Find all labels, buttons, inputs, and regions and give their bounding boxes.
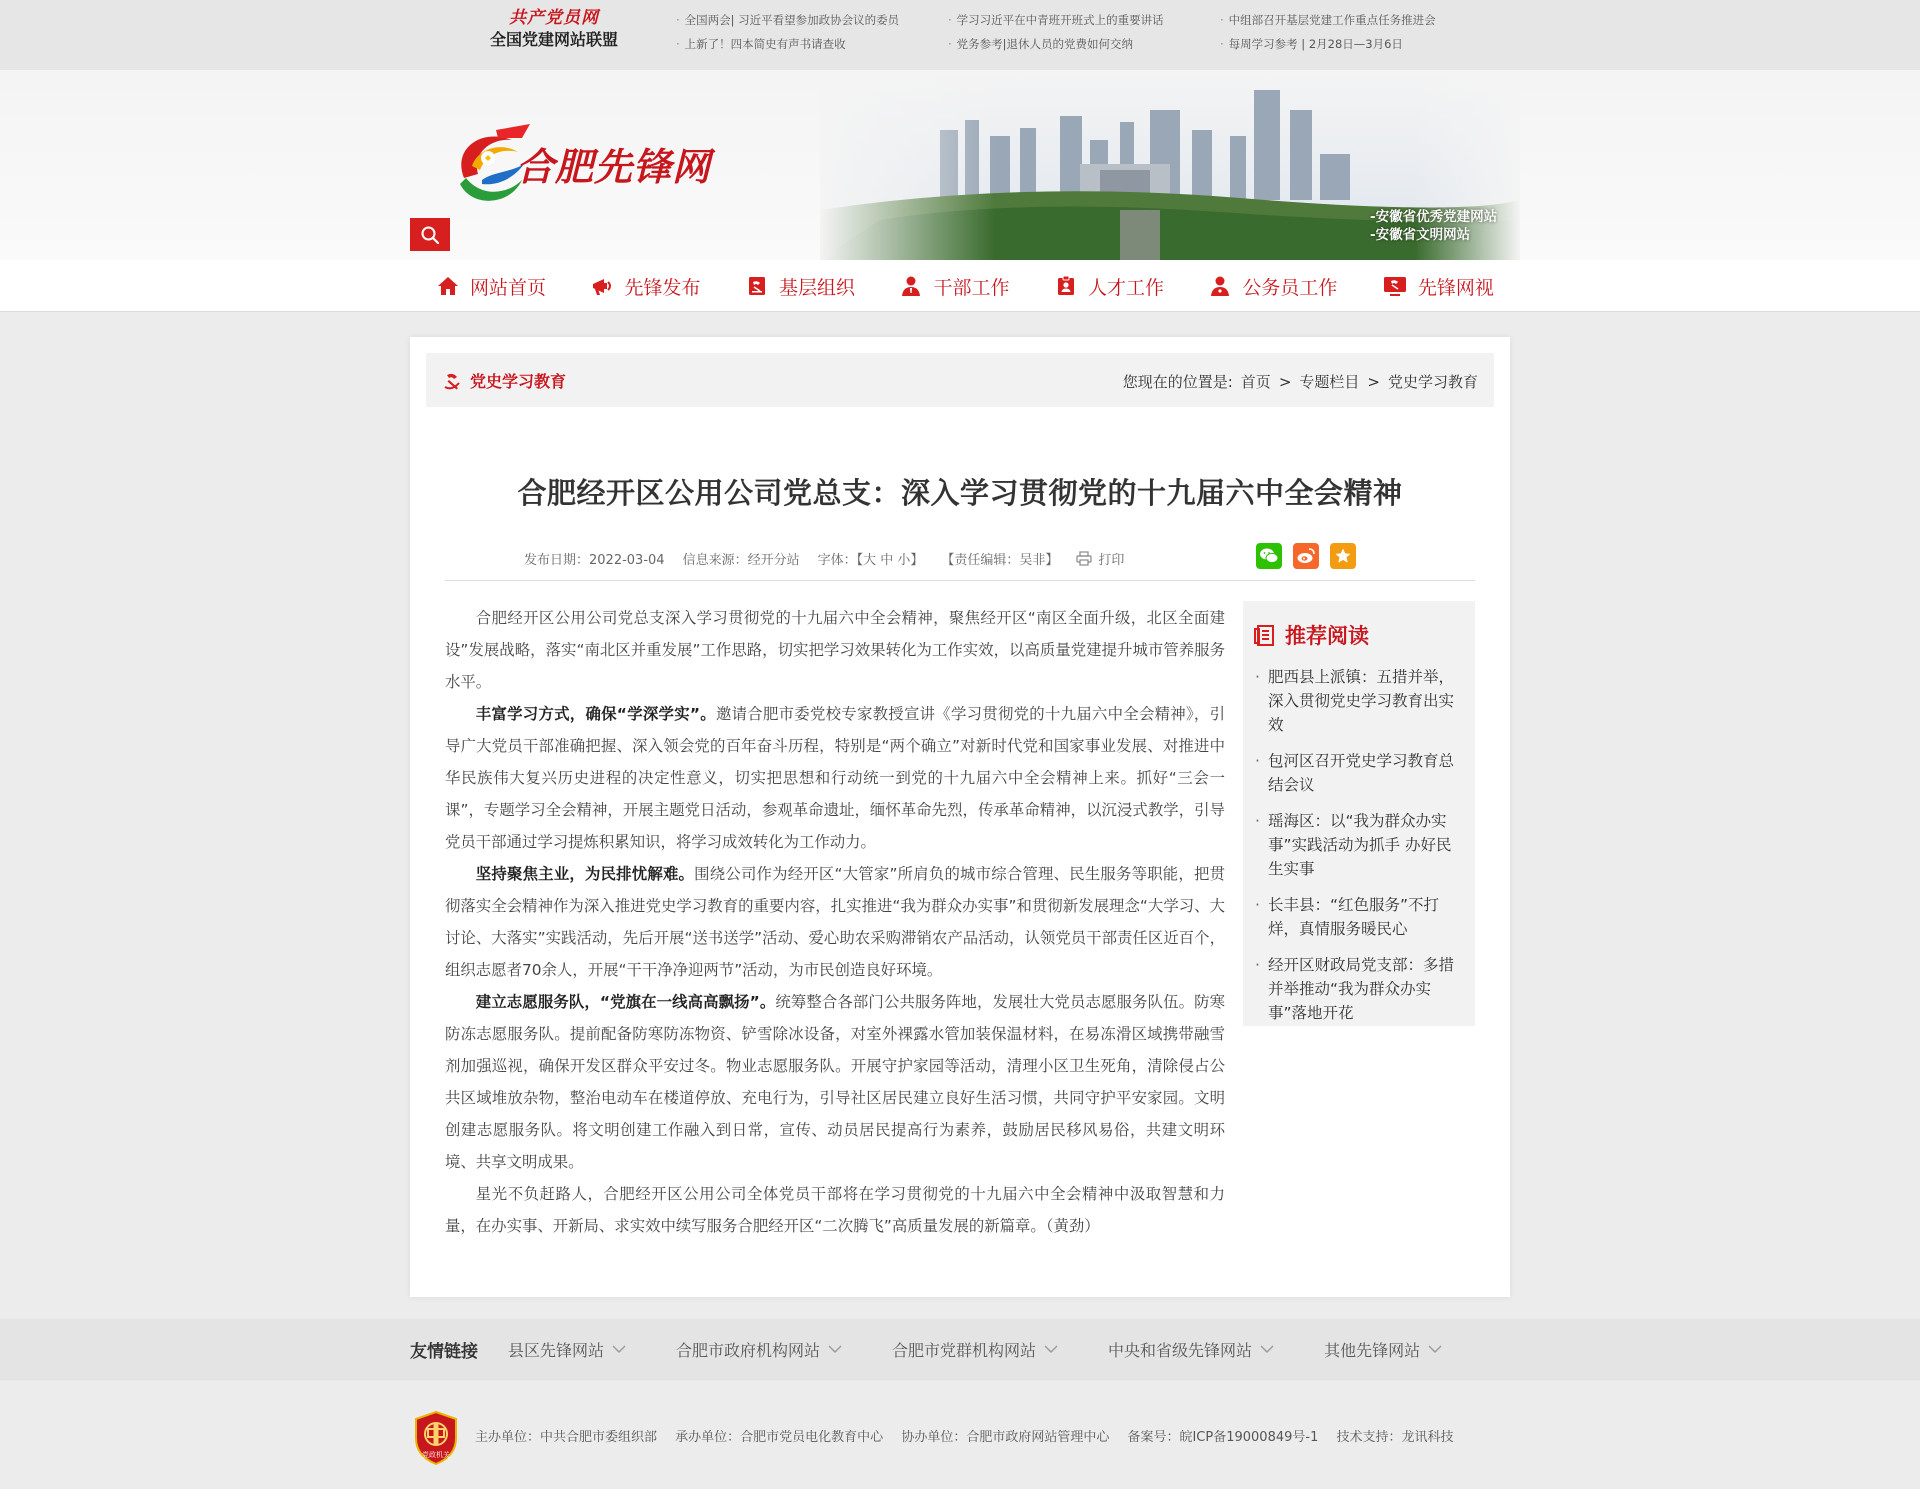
honor-line: -安徽省文明网站 <box>1370 227 1471 243</box>
main-navigation <box>0 260 1920 312</box>
breadcrumb <box>1123 371 1478 392</box>
chevron-down-icon <box>1428 1345 1442 1353</box>
search-button[interactable] <box>410 218 450 251</box>
paragraph-lead: 建立志愿服务队，“党旗在一线高高飘扬”。 <box>475 993 776 1011</box>
badge-text: 党政机关 <box>422 1451 450 1459</box>
site-banner <box>0 70 1920 260</box>
chevron-down-icon <box>1260 1345 1274 1353</box>
meta-divider <box>445 580 1475 581</box>
favorite-button[interactable] <box>1330 543 1356 569</box>
footer-co-organizer: 协办单位：合肥市政府网站管理中心 <box>901 1430 1110 1445</box>
friend-link-label: 县区先锋网站 <box>508 1340 605 1360</box>
friend-links-bar <box>0 1319 1920 1379</box>
recommend-title: 推荐阅读 <box>1285 624 1369 648</box>
nav-label: 先锋发布 <box>624 276 701 299</box>
alliance-name: 全国党建网站联盟 <box>489 30 618 49</box>
user-icon <box>899 274 923 298</box>
article-meta <box>524 549 1160 568</box>
nav-label: 公务员工作 <box>1242 276 1338 299</box>
chevron-down-icon <box>612 1345 626 1353</box>
article-paragraph <box>445 602 1225 698</box>
nav-item-video[interactable] <box>1376 260 1500 312</box>
tv-icon <box>1382 274 1408 298</box>
nav-item-grassroots[interactable] <box>739 260 861 312</box>
article-title: 合肥经开区公用公司党总支：深入学习贯彻党的十九届六中全会精神 <box>517 476 1403 510</box>
party-book-icon <box>745 274 769 298</box>
list-item <box>1253 893 1465 941</box>
site-honors <box>1370 208 1497 244</box>
recommend-link[interactable]: 长丰县：“红色服务”不打烊，真情服务暖民心 <box>1268 896 1440 938</box>
friend-link-dropdown[interactable] <box>508 1338 626 1361</box>
top-news-links <box>676 12 1476 52</box>
printer-icon <box>1076 551 1092 566</box>
chevron-down-icon <box>828 1345 842 1353</box>
font-size-control[interactable]: 字体：【大 中 小】 <box>817 553 924 568</box>
print-button[interactable] <box>1076 549 1142 568</box>
list-item <box>1253 749 1465 797</box>
megaphone-icon <box>590 274 614 298</box>
print-label: 打印 <box>1098 553 1125 568</box>
honor-line: -安徽省优秀党建网站 <box>1370 209 1498 225</box>
recommend-list <box>1253 665 1465 1025</box>
article-card <box>410 337 1510 1297</box>
recommend-header <box>1253 613 1465 657</box>
article-paragraph <box>445 698 1225 858</box>
section-header <box>426 353 1494 407</box>
paragraph-text: 星光不负赶路人，合肥经开区公用公司全体党员干部将在学习贯彻党的十九届六中全会精神中汲取智慧和力量，在办实事、开新局、求实效中续写服务合肥经开区“二次腾飞”高质量发展的新篇章。（黄劲） <box>445 1185 1225 1235</box>
nav-item-civil-servant[interactable] <box>1202 260 1343 312</box>
nav-label: 基层组织 <box>778 276 855 299</box>
user-icon <box>1208 274 1232 298</box>
top-link[interactable]: · 上新了！四本简史有声书请查收 <box>676 36 948 52</box>
search-icon <box>420 225 440 245</box>
paragraph-lead: 坚持聚焦主业，为民排忧解难。 <box>475 865 695 883</box>
list-item <box>1253 953 1465 1025</box>
site-logo-text: 合肥先锋网 <box>516 144 712 189</box>
breadcrumb-current[interactable]: 党史学习教育 <box>1387 373 1478 391</box>
document-icon <box>1253 623 1277 647</box>
paragraph-lead: 丰富学习方式，确保“学深学实”。 <box>475 705 716 723</box>
article-paragraph <box>445 986 1225 1178</box>
paragraph-text: 统筹整合各部门公共服务阵地，发展壮大党员志愿服务队伍。防寒防冻志愿服务队。提前配备防寒防冻物资、铲雪除冰设备，对室外裸露水管加装保温材料，在易冻滑区域携带融雪剂加强巡视，确保开发区群众平安过冬。物业志愿服务队。开展守护家园等活动，清理小区卫生死角，清除侵占公共区域堆放杂物，整治电动车在楼道停放、充电行为，引导社区居民建立良好生活习惯，共同守护平安家园。文明创建志愿服务队。将文明创建工作融入到日常，宣传、动员居民提高行为素养，鼓励居民移风易俗，共建文明环境、共享文明成果。 <box>445 993 1225 1171</box>
friend-links-title: 友情链接 <box>410 1341 478 1362</box>
top-link[interactable]: · 学习习近平在中青班开班式上的重要讲话 <box>948 12 1220 28</box>
friend-link-label: 中央和省级先锋网站 <box>1108 1340 1253 1360</box>
share-weibo-button[interactable] <box>1293 543 1319 569</box>
star-icon <box>1334 547 1352 565</box>
breadcrumb-separator: > <box>1367 372 1380 391</box>
site-footer <box>0 1379 1920 1489</box>
share-buttons <box>1256 543 1356 569</box>
nav-item-release[interactable] <box>584 260 706 312</box>
footer-organizer: 承办单位：合肥市党员电化教育中心 <box>675 1430 884 1445</box>
nav-item-home[interactable] <box>430 260 552 312</box>
friend-link-dropdown[interactable] <box>1324 1338 1442 1361</box>
section-title[interactable] <box>442 369 566 392</box>
nav-item-talent[interactable] <box>1048 260 1170 312</box>
alliance-top-bar <box>0 0 1920 70</box>
editor: 【责任编辑：吴非】 <box>941 553 1059 568</box>
breadcrumb-topics[interactable]: 专题栏目 <box>1299 373 1360 391</box>
friend-link-label: 合肥市党群机构网站 <box>892 1340 1037 1360</box>
nav-label: 干部工作 <box>933 276 1010 299</box>
friend-link-dropdown[interactable] <box>892 1338 1058 1361</box>
recommend-sidebar <box>1243 601 1475 1026</box>
nav-label: 先锋网视 <box>1417 276 1494 299</box>
list-item <box>1253 665 1465 737</box>
top-link[interactable]: · 全国两会| 习近平看望参加政协会议的委员 <box>676 12 948 28</box>
weibo-icon <box>1296 547 1316 565</box>
wechat-icon <box>1259 547 1279 565</box>
footer-sponsor: 主办单位：中共合肥市委组织部 <box>475 1430 658 1445</box>
paragraph-text: 邀请合肥市委党校专家教授宣讲《学习贯彻党的十九届六中全会精神》，引导广大党员干部准确把握、深入领会党的百年奋斗历程，特别是“两个确立”对新时代党和国家事业发展、对推进中华民族伟大复兴历史进程的决定性意义，切实把思想和行动统一到党的十九届六中全会精神上来。抓好“三会一课”，专题学习全会精神，开展主题党日活动，参观革命遗址，缅怀革命先烈，传承革命精神，以沉浸式教学，引导党员干部通过学习提炼积累知识，将学习成效转化为工作动力。 <box>445 705 1225 851</box>
recommend-link[interactable]: 包河区召开党史学习教育总结会议 <box>1268 752 1455 794</box>
footer-info <box>475 1426 1468 1445</box>
breadcrumb-prefix: 您现在的位置是: <box>1122 373 1233 391</box>
alliance-logo-text: 共产党员网 <box>509 8 599 28</box>
nav-label: 人才工作 <box>1087 276 1164 299</box>
info-source: 信息来源：经开分站 <box>682 553 800 568</box>
article-paragraph <box>445 858 1225 986</box>
footer-icp[interactable]: 备案号：皖ICP备19000849号-1 <box>1127 1430 1319 1445</box>
top-link[interactable]: · 中组部召开基层党建工作重点任务推进会 <box>1220 12 1476 28</box>
footer-tech-support: 技术支持：龙讯科技 <box>1336 1430 1454 1445</box>
site-logo[interactable] <box>452 118 732 208</box>
friend-link-label: 其他先锋网站 <box>1324 1340 1421 1360</box>
party-emblem-icon <box>442 371 462 391</box>
paragraph-text: 合肥经开区公用公司党总支深入学习贯彻党的十九届六中全会精神，聚焦经开区“南区全面升级，北区全面建设”发展战略，落实“南北区并重发展”工作思路，切实把学习效果转化为工作实效，以高质量党建提升城市管养服务水平。 <box>445 609 1225 691</box>
recommend-link[interactable]: 经开区财政局党支部：多措并举推动“我为群众办实事”落地开花 <box>1268 956 1455 1022</box>
nav-label: 网站首页 <box>470 276 547 299</box>
top-link[interactable]: · 每周学习参考 | 2月28日—3月6日 <box>1220 36 1476 52</box>
alliance-logo[interactable] <box>468 8 640 52</box>
talent-badge-icon <box>1054 274 1078 298</box>
recommend-link[interactable]: 瑶海区：以“我为群众办实事”实践活动为抓手 办好民生实事 <box>1268 812 1452 878</box>
friend-link-dropdown[interactable] <box>1108 1338 1274 1361</box>
friend-link-dropdown[interactable] <box>676 1338 842 1361</box>
list-item <box>1253 809 1465 881</box>
chevron-down-icon <box>1044 1345 1058 1353</box>
publish-date: 发布日期：2022-03-04 <box>524 553 665 568</box>
breadcrumb-home[interactable]: 首页 <box>1240 373 1271 391</box>
home-icon <box>436 274 460 298</box>
article-paragraph <box>445 1178 1225 1242</box>
recommend-link[interactable]: 肥西县上派镇：五措并举，深入贯彻党史学习教育出实效 <box>1268 668 1455 734</box>
government-badge-icon[interactable] <box>412 1410 460 1466</box>
top-link[interactable]: · 党务参考|退休人员的党费如何交纳 <box>948 36 1220 52</box>
article-body <box>445 602 1225 1242</box>
nav-item-cadre[interactable] <box>893 260 1015 312</box>
friend-link-label: 合肥市政府机构网站 <box>676 1340 821 1360</box>
breadcrumb-separator: > <box>1278 372 1292 391</box>
paragraph-text: 围绕公司作为经开区“大管家”所肩负的城市综合管理、民生服务等职能，把贯彻落实全会精神作为深入推进党史学习教育的重要内容，扎实推进“我为群众办实事”和贯彻新发展理念“大学习、大讨论、大落实”实践活动，先后开展“送书送学”活动、爱心助农采购滞销农产品活动，认领党员干部责任区近百个，组织志愿者70余人，开展“干干净净迎两节”活动，为市民创造良好环境。 <box>445 865 1225 979</box>
share-wechat-button[interactable] <box>1256 543 1282 569</box>
section-title-text: 党史学习教育 <box>470 372 567 391</box>
